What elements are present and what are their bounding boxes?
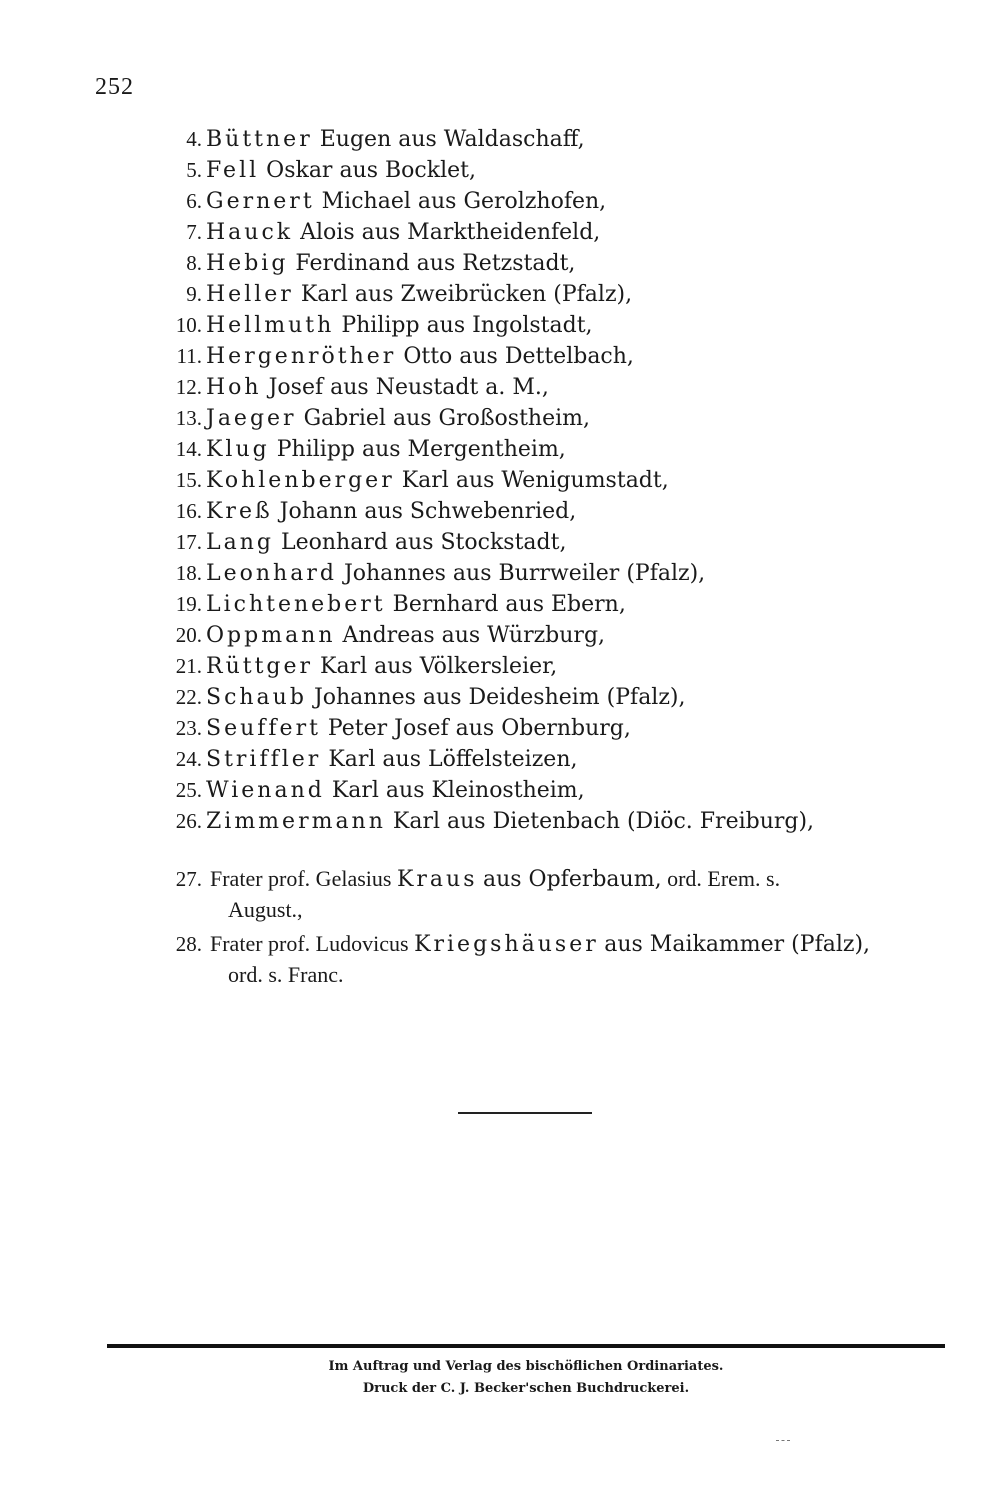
entry-text <box>206 155 476 186</box>
list-item <box>0 155 1000 186</box>
list-item <box>0 124 1000 155</box>
entry-text <box>206 527 566 558</box>
entry-surname: Hellmuth <box>206 313 335 338</box>
entry-details: Andreas aus Würzburg, <box>342 623 606 648</box>
name-list <box>0 124 1000 837</box>
entry-text <box>206 341 634 372</box>
entry-details: Oskar aus Bocklet, <box>266 158 476 183</box>
entry-prefix: Frater prof. Ludovicus <box>210 931 409 956</box>
list-item <box>0 465 1000 496</box>
entry-prefix: Frater prof. Gelasius <box>210 866 392 891</box>
entry-details: Johann aus Schwebenried, <box>279 499 577 524</box>
entry-details: Johannes aus Deidesheim (Pfalz), <box>313 685 686 710</box>
entry-text <box>206 713 631 744</box>
entry-surname: Fell <box>206 158 260 183</box>
entry-order: ord. Erem. s. <box>667 866 781 891</box>
list-item <box>0 217 1000 248</box>
entry-surname: Kriegshäuser <box>414 932 599 957</box>
page-number: 252 <box>95 74 134 100</box>
entry-number: 25. <box>175 778 202 802</box>
footer-rule <box>107 1344 945 1348</box>
entry-details: Karl aus Löffelsteizen, <box>328 747 578 772</box>
entry-details: Josef aus Neustadt a. M., <box>268 375 549 400</box>
entry-surname: Hauck <box>206 220 294 245</box>
entry-number: 23. <box>175 716 202 740</box>
entry-surname: Seuffert <box>206 716 321 741</box>
entry-details: Michael aus Gerolzhofen, <box>321 189 607 214</box>
entry-text <box>206 124 585 155</box>
entry-text <box>206 279 632 310</box>
entry-details: Eugen aus Waldaschaff, <box>319 127 585 152</box>
list-item <box>0 713 1000 744</box>
entry-text <box>206 806 814 837</box>
entry-details: Karl aus Zweibrücken (Pfalz), <box>300 282 633 307</box>
entry-surname: Zimmermann <box>206 809 386 834</box>
entry-text <box>206 496 576 527</box>
entry-number: 4. <box>186 127 202 151</box>
entry-details: Philipp aus Ingolstadt, <box>341 313 593 338</box>
entry-surname: Hergenröther <box>206 344 397 369</box>
entry-text <box>206 775 585 806</box>
entry-line-1 <box>210 929 950 960</box>
entry-text <box>206 744 578 775</box>
entry-number: 12. <box>175 375 202 399</box>
list-item <box>0 372 1000 403</box>
print-mark <box>776 1440 790 1441</box>
list-item <box>0 558 1000 589</box>
list-item <box>0 864 1000 925</box>
entry-surname: Lichtenebert <box>206 592 386 617</box>
entry-surname: Heller <box>206 282 294 307</box>
list-item <box>0 589 1000 620</box>
entry-surname: Büttner <box>206 127 313 152</box>
entry-surname: Hebig <box>206 251 289 276</box>
entry-surname: Rüttger <box>206 654 314 679</box>
entry-number: 7. <box>186 220 202 244</box>
entry-surname: Wienand <box>206 778 325 803</box>
entry-surname: Striffler <box>206 747 322 772</box>
entry-number: 15. <box>175 468 202 492</box>
entry-origin: aus Maikammer (Pfalz), <box>604 932 871 957</box>
entry-number: 11. <box>176 344 202 368</box>
list-item <box>0 744 1000 775</box>
entry-surname: Kohlenberger <box>206 468 395 493</box>
entry-number: 13. <box>175 406 202 430</box>
entry-text <box>206 620 605 651</box>
imprint-line-1: Im Auftrag und Verlag des bischöflichen Ordinariates. <box>328 1359 724 1374</box>
entry-number: 6. <box>186 189 202 213</box>
entry-details: Johannes aus Burrweiler (Pfalz), <box>343 561 706 586</box>
latin-entry-list <box>0 864 1000 994</box>
entry-line-2: August., <box>228 897 303 922</box>
entry-text <box>206 372 549 403</box>
entry-text <box>206 651 557 682</box>
entry-details: Otto aus Dettelbach, <box>403 344 634 369</box>
list-item <box>0 248 1000 279</box>
list-item <box>0 929 1000 990</box>
entry-details: Karl aus Wenigumstadt, <box>401 468 669 493</box>
entry-text <box>206 434 566 465</box>
entry-number: 22. <box>175 685 202 709</box>
entry-text <box>206 403 590 434</box>
entry-number: 14. <box>175 437 202 461</box>
entry-surname: Kraus <box>396 867 478 892</box>
section-divider <box>458 1112 592 1114</box>
list-item <box>0 682 1000 713</box>
entry-origin: aus Opferbaum, <box>482 867 662 892</box>
entry-number: 19. <box>175 592 202 616</box>
entry-number: 28. <box>175 932 202 956</box>
entry-number: 18. <box>175 561 202 585</box>
list-item <box>0 310 1000 341</box>
entry-text <box>206 217 600 248</box>
list-item <box>0 186 1000 217</box>
entry-surname: Hoh <box>206 375 262 400</box>
entry-details: Alois aus Marktheidenfeld, <box>300 220 601 245</box>
entry-surname: Klug <box>206 437 270 462</box>
entry-details: Bernhard aus Ebern, <box>392 592 626 617</box>
entry-number: 5. <box>186 158 202 182</box>
imprint-line-2: Druck der C. J. Becker'schen Buchdruckerei. <box>362 1381 690 1396</box>
list-item <box>0 806 1000 837</box>
entry-details: Gabriel aus Großostheim, <box>303 406 591 431</box>
entry-surname: Gernert <box>206 189 315 214</box>
entry-text <box>206 186 606 217</box>
entry-details: Leonhard aus Stockstadt, <box>280 530 567 555</box>
entry-number: 27. <box>175 867 202 891</box>
entry-number: 9. <box>186 282 202 306</box>
entry-details: Peter Josef aus Obernburg, <box>327 716 631 741</box>
entry-number: 20. <box>175 623 202 647</box>
entry-details: Karl aus Dietenbach (Diöc. Freiburg), <box>392 809 815 834</box>
entry-surname: Kreß <box>206 499 273 524</box>
entry-details: Karl aus Völkersleier, <box>320 654 558 679</box>
entry-surname: Jaeger <box>206 406 297 431</box>
entry-details: Ferdinand aus Retzstadt, <box>295 251 576 276</box>
entry-text <box>206 248 575 279</box>
entry-number: 24. <box>175 747 202 771</box>
list-item <box>0 620 1000 651</box>
imprint <box>107 1356 945 1400</box>
list-item <box>0 527 1000 558</box>
entry-number: 16. <box>175 499 202 523</box>
entry-text <box>206 682 686 713</box>
entry-number: 21. <box>175 654 202 678</box>
entry-surname: Lang <box>206 530 274 555</box>
entry-details: Karl aus Kleinostheim, <box>331 778 585 803</box>
list-item <box>0 775 1000 806</box>
entry-surname: Schaub <box>206 685 307 710</box>
entry-number: 8. <box>186 251 202 275</box>
entry-number: 17. <box>175 530 202 554</box>
entry-details: Philipp aus Mergentheim, <box>276 437 566 462</box>
entry-line-1 <box>210 864 950 895</box>
entry-line-2: ord. s. Franc. <box>228 962 344 987</box>
entry-surname: Oppmann <box>206 623 336 648</box>
list-item <box>0 403 1000 434</box>
entry-text <box>206 465 669 496</box>
list-item <box>0 341 1000 372</box>
list-item <box>0 434 1000 465</box>
list-item <box>0 496 1000 527</box>
entry-number: 26. <box>175 809 202 833</box>
entry-text <box>206 589 626 620</box>
entry-number: 10. <box>175 313 202 337</box>
entry-text <box>206 558 705 589</box>
list-item <box>0 279 1000 310</box>
entry-text <box>206 310 593 341</box>
entry-surname: Leonhard <box>206 561 337 586</box>
list-item <box>0 651 1000 682</box>
